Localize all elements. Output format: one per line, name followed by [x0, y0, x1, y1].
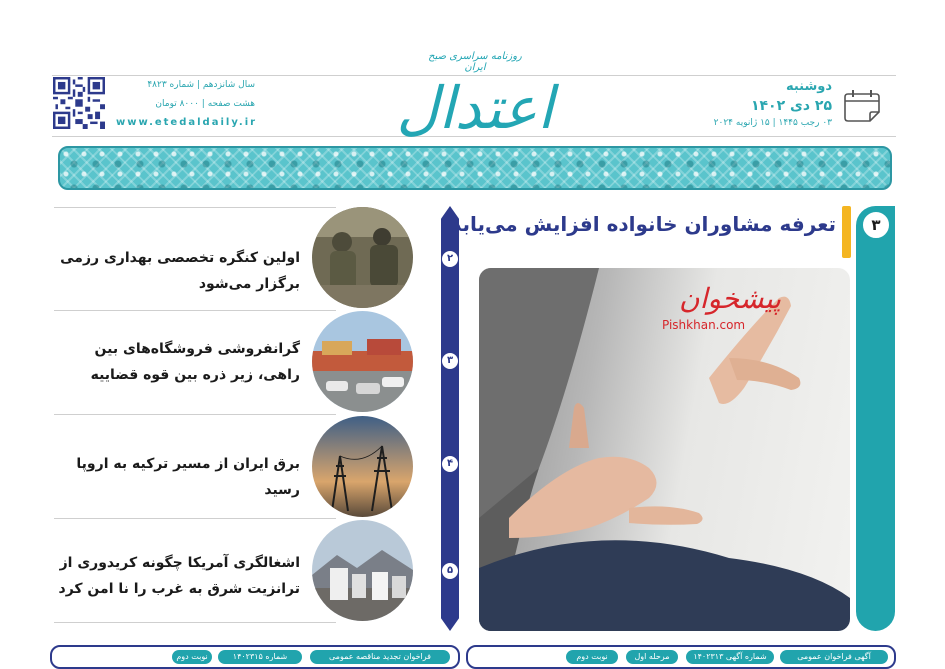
- calendar-icon: [842, 88, 882, 124]
- newspaper-logo: اعتدال: [396, 74, 554, 142]
- watermark-en: Pishkhan.com: [662, 318, 746, 332]
- date-main: ۲۵ دی ۱۴۰۲: [750, 98, 832, 114]
- story-title-2[interactable]: گرانفروشی فروشگاه‌های بین راهی، زیر ذره بین قوه قضاییه: [90, 341, 300, 383]
- page-badge-2[interactable]: ۲: [442, 251, 458, 267]
- page-badge-4[interactable]: ۴: [442, 456, 458, 472]
- story-divider: [54, 310, 336, 311]
- issue-info: سال شانزدهم | شماره ۴۸۲۳: [147, 80, 255, 90]
- main-photo[interactable]: [479, 268, 850, 631]
- story-divider: [54, 622, 336, 623]
- headline-marker: [842, 206, 851, 258]
- date-alt: ۰۳ رجب ۱۴۴۵ | ۱۵ ژانویه ۲۰۲۴: [713, 118, 832, 128]
- story-thumbnail-3[interactable]: [312, 416, 413, 517]
- main-headline[interactable]: تعرفه مشاوران خانواده افزایش می‌یابد: [450, 212, 836, 236]
- bottom-pill[interactable]: شماره آگهی ۱۴۰۲۳۱۳: [686, 650, 774, 664]
- bottom-pill[interactable]: نوبت دوم: [566, 650, 618, 664]
- page-badge-5[interactable]: ۵: [442, 563, 458, 579]
- story-divider: [54, 414, 336, 415]
- logo-subtitle: روزنامه سراسری صبح ایران: [428, 51, 522, 73]
- bottom-pill[interactable]: شماره ۱۴۰۲۳۱۵: [218, 650, 302, 664]
- bottom-pill[interactable]: نوبت دوم: [172, 650, 212, 664]
- story-title-1[interactable]: اولین کنگره تخصصی بهداری رزمی برگزار می‌شود: [60, 250, 300, 292]
- main-page-number[interactable]: ۳: [861, 210, 891, 240]
- story-thumbnail-2[interactable]: [312, 311, 413, 412]
- story-divider: [54, 207, 336, 208]
- watermark-fa: پیشخوان: [679, 282, 782, 315]
- main-story-strip: [856, 206, 895, 631]
- story-title-3[interactable]: برق ایران از مسیر ترکیه به اروپا رسید: [76, 456, 300, 498]
- page-badge-3[interactable]: ۳: [442, 353, 458, 369]
- story-title-4[interactable]: اشغالگری آمریکا چگونه کریدوری از ترانزیت شرق به غرب را نا امن کرد: [58, 555, 300, 597]
- bottom-pill[interactable]: فراخوان تجدید مناقصه عمومی: [310, 650, 450, 664]
- bottom-pill[interactable]: مرحله اول: [626, 650, 678, 664]
- ornamental-band: [58, 146, 892, 190]
- story-divider: [54, 518, 336, 519]
- qr-code-icon: [53, 77, 105, 129]
- story-thumbnail-4[interactable]: [312, 520, 413, 621]
- pages-price-info: هشت صفحه | ۸۰۰۰ تومان: [155, 99, 255, 109]
- story-thumbnail-1[interactable]: [312, 207, 413, 308]
- day-name: دوشنبه: [785, 79, 832, 94]
- website-url[interactable]: www.etedaldaily.ir: [116, 117, 258, 128]
- bottom-pill[interactable]: آگهی فراخوان عمومی: [780, 650, 888, 664]
